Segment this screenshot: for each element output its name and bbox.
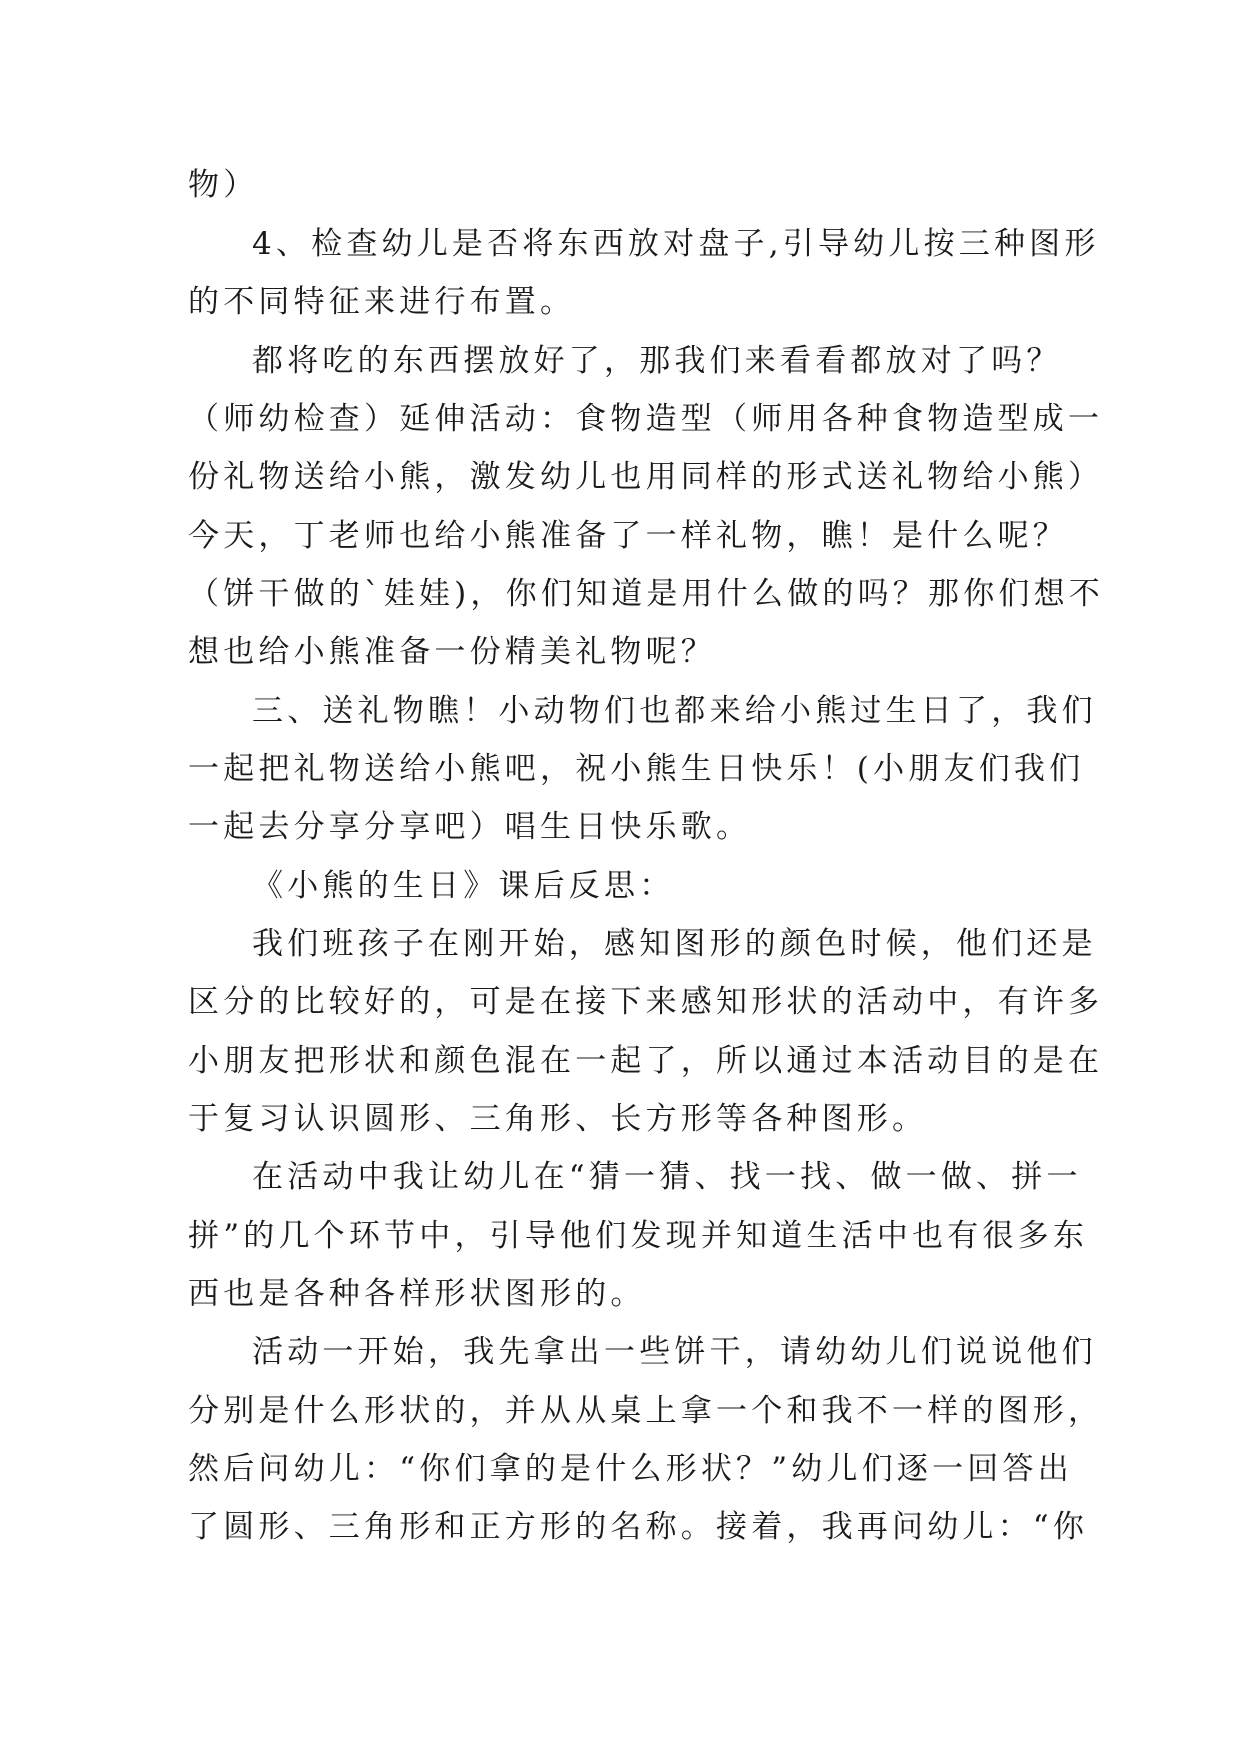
text-line: 物） <box>188 167 259 203</box>
text-line: 想也给小熊准备一份精美礼物呢？ <box>188 634 716 670</box>
text-line: 的不同特征来进行布置。 <box>188 284 576 320</box>
text-line: 三、送礼物瞧！小动物们也都来给小熊过生日了，我们 <box>252 693 1097 729</box>
text-line: 然后问幼儿：“你们拿的是什么形状？”幼儿们逐一回答出 <box>188 1451 1073 1487</box>
text-line: 一起去分享分享吧）唱生日快乐歌。 <box>188 809 752 845</box>
text-line: 活动一开始，我先拿出一些饼干，请幼幼儿们说说他们 <box>252 1334 1097 1370</box>
text-line: 4、检查幼儿是否将东西放对盘子,引导幼儿按三种图形 <box>252 226 1100 262</box>
text-line: 我们班孩子在刚开始，感知图形的颜色时候，他们还是 <box>252 926 1097 962</box>
text-line: 区分的比较好的，可是在接下来感知形状的活动中，有许多 <box>188 984 1104 1020</box>
text-line: 一起把礼物送给小熊吧，祝小熊生日快乐！(小朋友们我们 <box>188 751 1085 787</box>
text-line: 于复习认识圆形、三角形、长方形等各种图形。 <box>188 1101 928 1137</box>
text-line: 今天，丁老师也给小熊准备了一样礼物，瞧！是什么呢？ <box>188 518 1068 554</box>
text-line: 《小熊的生日》课后反思： <box>252 868 675 904</box>
text-line: 西也是各种各样形状图形的。 <box>188 1276 646 1312</box>
text-line: 都将吃的东西摆放好了，那我们来看看都放对了吗？ <box>252 343 1062 379</box>
text-line: 拼”的几个环节中，引导他们发现并知道生活中也有很多东 <box>188 1218 1089 1254</box>
text-line: （饼干做的`娃娃)，你们知道是用什么做的吗？那你们想不 <box>188 576 1104 612</box>
text-line: （师幼检查）延伸活动：食物造型（师用各种食物造型成一 <box>188 401 1104 437</box>
text-line: 小朋友把形状和颜色混在一起了，所以通过本活动目的是在 <box>188 1043 1104 1079</box>
text-line: 了圆形、三角形和正方形的名称。接着，我再问幼儿：“你 <box>188 1509 1089 1545</box>
text-line: 分别是什么形状的，并从从桌上拿一个和我不一样的图形， <box>188 1393 1104 1429</box>
text-line: 在活动中我让幼儿在“猜一猜、找一找、做一做、拼一 <box>252 1159 1082 1195</box>
text-line: 份礼物送给小熊，激发幼儿也用同样的形式送礼物给小熊） <box>188 459 1104 495</box>
